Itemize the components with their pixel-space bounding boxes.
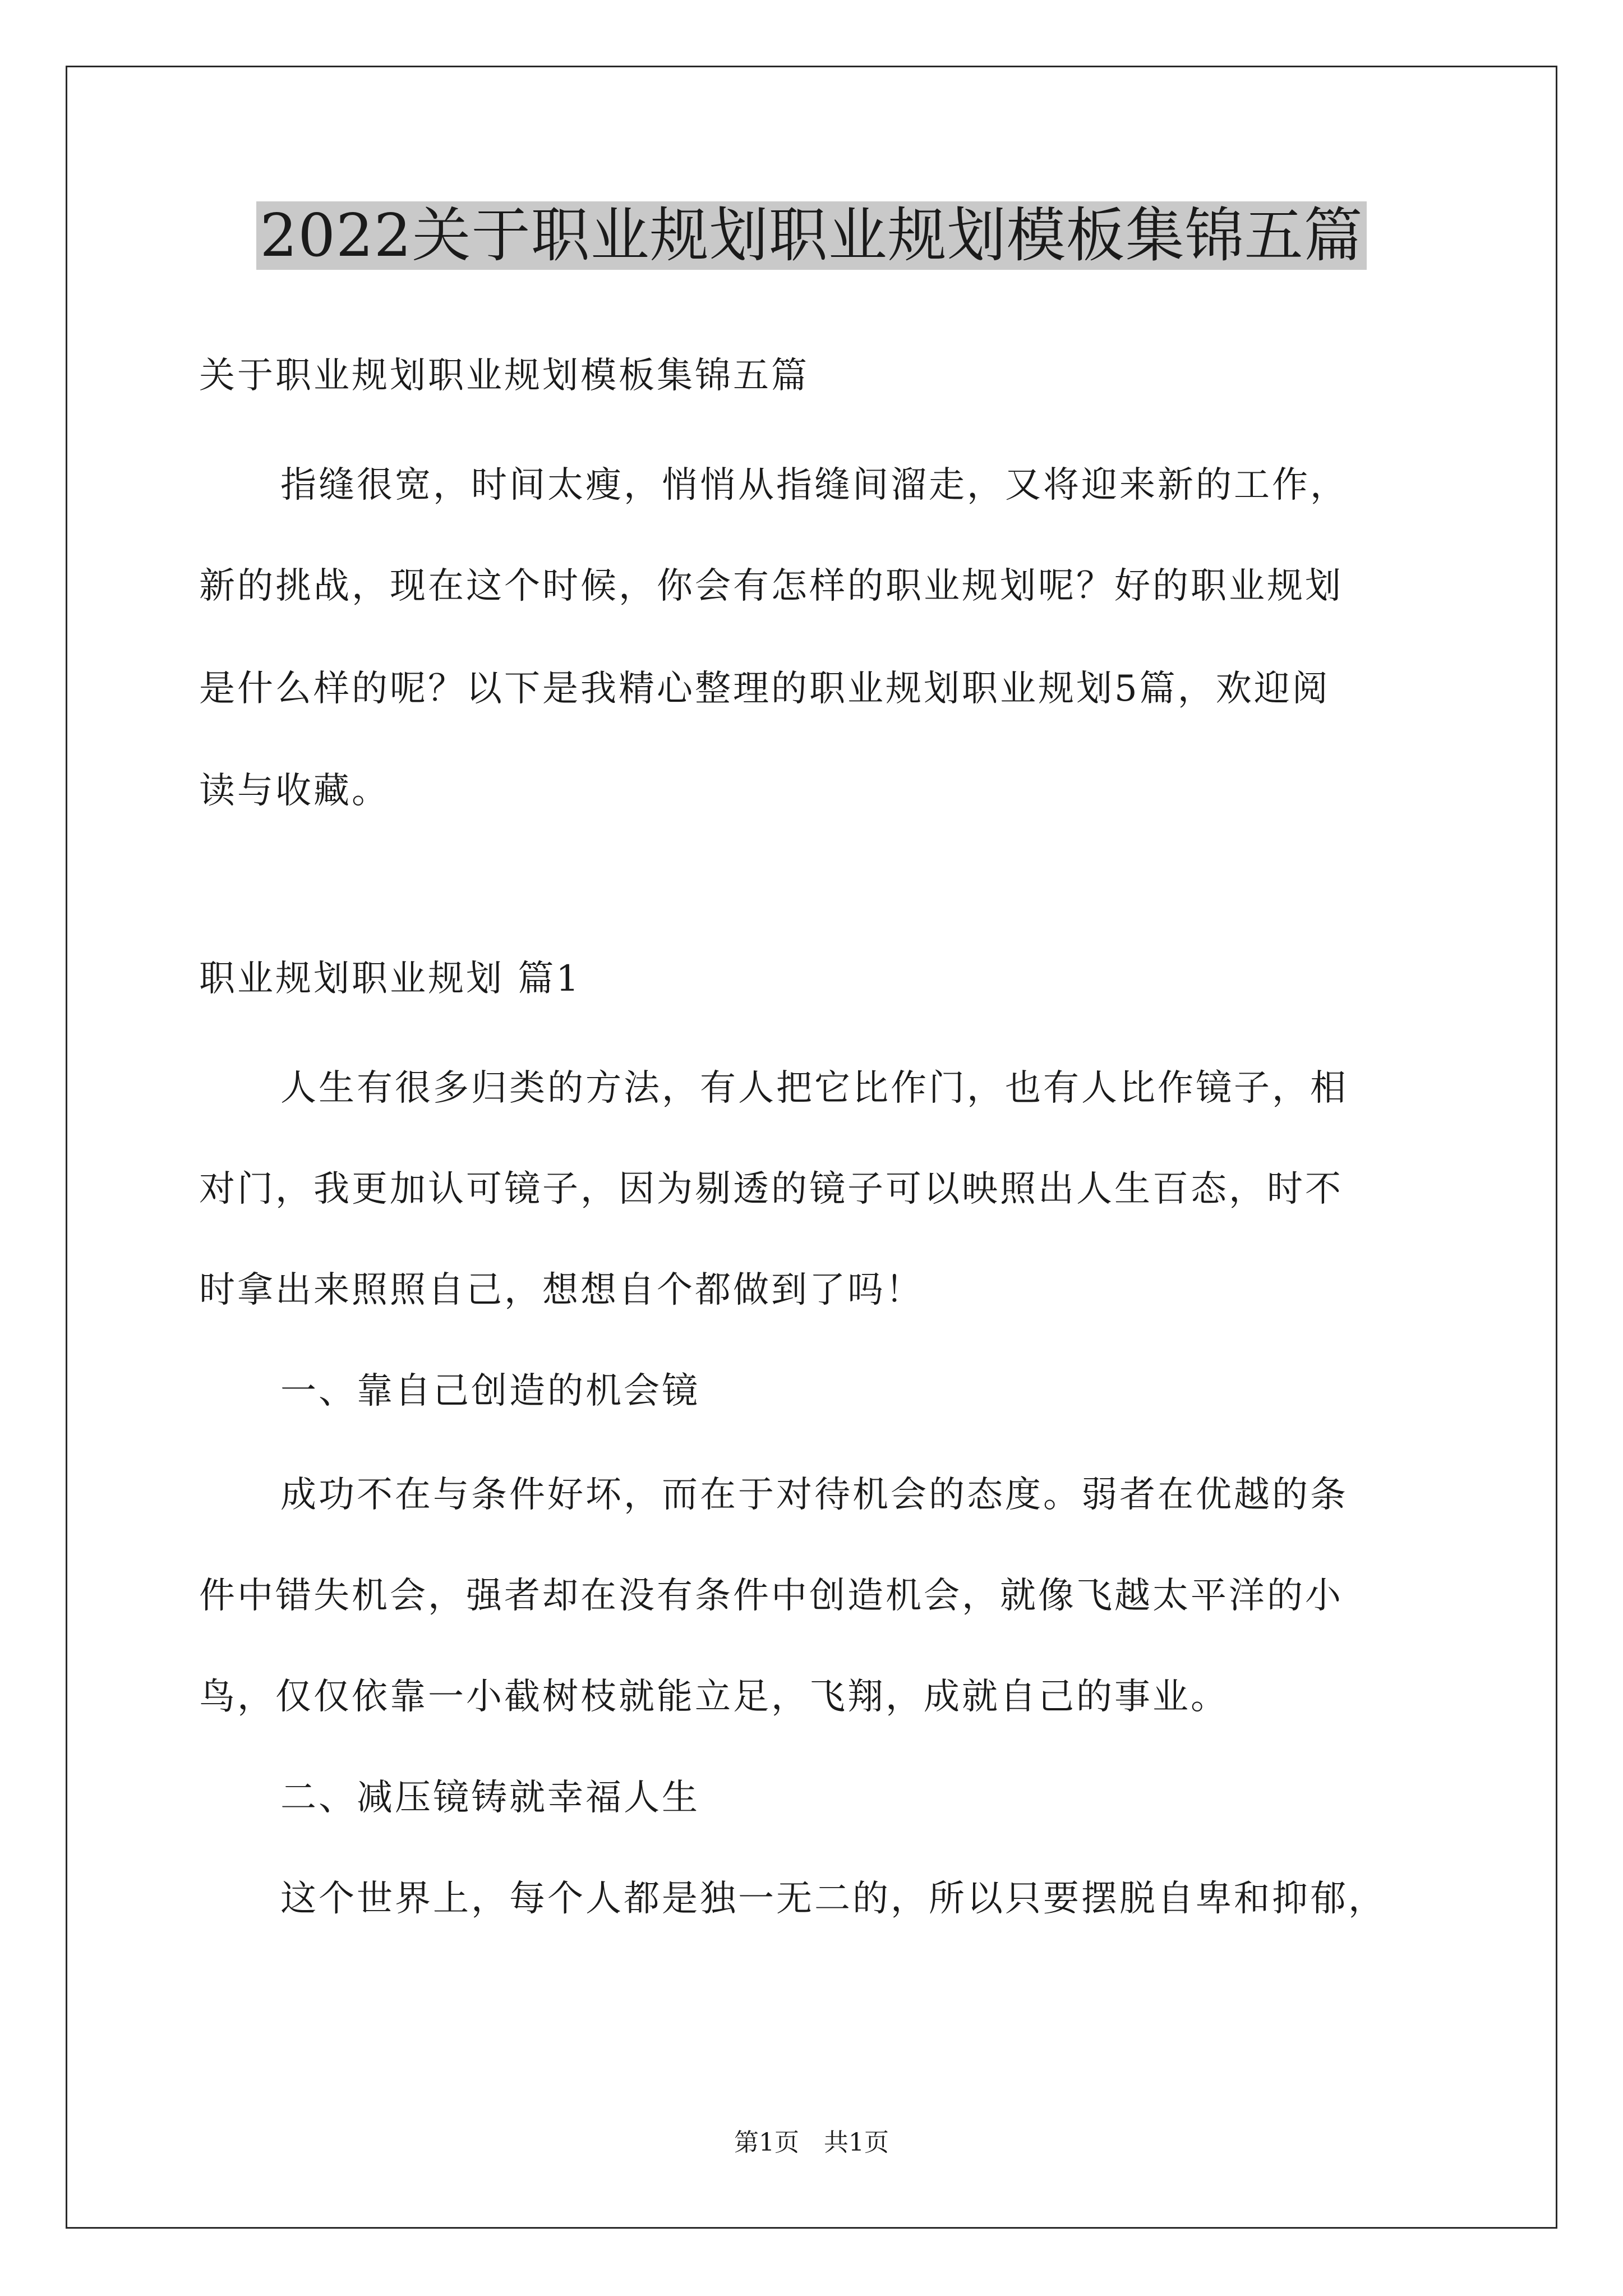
- paragraph-line: 人生有很多归类的方法，有人把它比作门，也有人比作镜子，相: [280, 1068, 1348, 1109]
- paragraph-line: 时拿出来照照自己，想想自个都做到了吗！: [199, 1269, 924, 1311]
- intro-line: 读与收藏。: [199, 770, 390, 812]
- page-footer: 第1页 共1页: [734, 2128, 889, 2157]
- paragraph-line: 件中错失机会，强者却在没有条件中创造机会，就像飞越太平洋的小: [199, 1575, 1343, 1617]
- intro-line: 指缝很宽，时间太瘦，悄悄从指缝间溜走，又将迎来新的工作，: [280, 464, 1348, 506]
- paragraph-line: 鸟，仅仅依靠一小截树枝就能立足，飞翔，成就自己的事业。: [199, 1676, 1229, 1718]
- paragraph-line: 成功不在与条件好坏，而在于对待机会的态度。弱者在优越的条: [280, 1474, 1348, 1516]
- intro-line: 是什么样的呢？以下是我精心整理的职业规划职业规划5篇，欢迎阅: [199, 668, 1330, 710]
- document-title: [0, 196, 1623, 275]
- paragraph-line: 这个世界上，每个人都是独一无二的，所以只要摆脱自卑和抑郁，: [280, 1878, 1386, 1920]
- section-heading: 职业规划职业规划 篇1: [199, 958, 582, 1000]
- document-subtitle: 关于职业规划职业规划模板集锦五篇: [199, 355, 809, 397]
- document-title-text: 2022关于职业规划职业规划模板集锦五篇: [256, 201, 1366, 270]
- intro-line: 新的挑战，现在这个时候，你会有怎样的职业规划呢？好的职业规划: [199, 565, 1343, 607]
- point-heading: 一、靠自己创造的机会镜: [280, 1370, 700, 1412]
- paragraph-line: 对门，我更加认可镜子，因为剔透的镜子可以映照出人生百态，时不: [199, 1168, 1343, 1210]
- point-heading: 二、减压镜铸就幸福人生: [280, 1777, 700, 1819]
